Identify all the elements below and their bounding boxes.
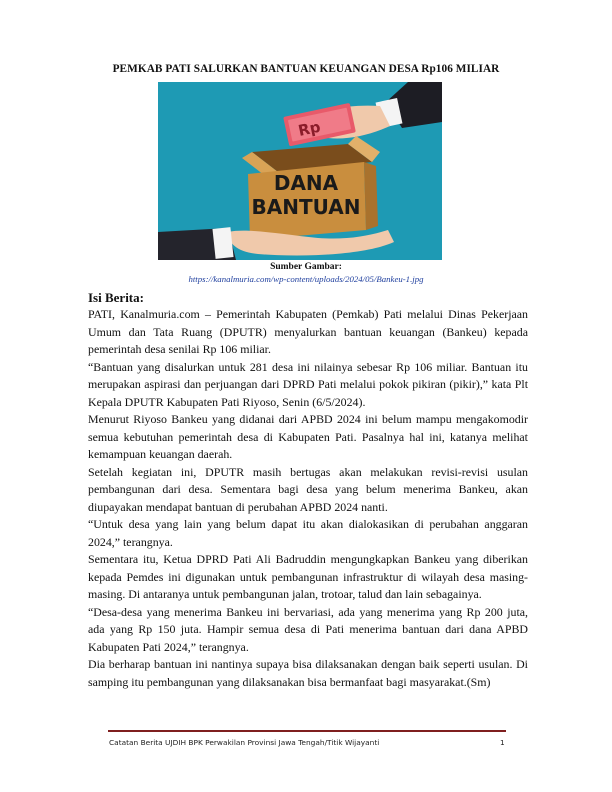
paragraph: PATI, Kanalmuria.com – Pemerintah Kabupaten (Pemkab) Pati melalui Dinas Pekerjaan Umum dan Tata Ruang (DPUTR) menyalurkan bantuan keuangan (Bankeu) kepada pemerintah desa senilai Rp 106 miliar. <box>88 307 528 356</box>
donation-box-illustration <box>158 82 442 260</box>
image-caption-label: Sumber Gambar: <box>270 262 342 272</box>
news-image <box>158 82 442 260</box>
document-title: PEMKAB PATI SALURKAN BANTUAN KEUANGAN DESA Rp106 MILIAR <box>112 63 500 75</box>
footer-divider <box>108 730 506 732</box>
section-heading: Isi Berita: <box>88 290 144 305</box>
paragraph: Sementara itu, Ketua DPRD Pati Ali Badruddin mengungkapkan Bankeu yang diberikan kepada Pemdes ini digunakan untuk pembangunan infrastruktur di wilayah desa masing-masing. Di antaranya untuk pembangunan jalan, trotoar, talud dan lain sebagainya. <box>88 552 528 601</box>
footer-text: Catatan Berita UJDIH BPK Perwakilan Provinsi Jawa Tengah/Titik Wijayanti <box>109 738 380 747</box>
page-number: 1 <box>500 738 505 747</box>
paragraph: Menurut Riyoso Bankeu yang didanai dari APBD 2024 ini belum mampu mengakomodir semua kebutuhan pemerintah desa di Kabupaten Pati. Pasalnya hal ini, katanya melihat kemampuan keuangan daerah. <box>88 412 528 461</box>
money-text: Rp <box>296 117 323 140</box>
box-text-line1: DANA <box>273 171 339 195</box>
paragraph: “Desa-desa yang menerima Bankeu ini bervariasi, ada yang menerima yang Rp 200 juta, ada yang Rp 150 juta. Hampir semua desa di Pati menerima bantuan dari dana APBD Kabupaten Pati 2024,” terangnya. <box>88 604 528 654</box>
paragraph: “Bantuan yang disalurkan untuk 281 desa ini nilainya sebesar Rp 106 miliar. Bantuan itu merupakan aspirasi dan perjuangan dari DPRD Pati melalui pokok pikiran (pikir),” kata Plt Kepala DPUTR Kabupaten Pati Riyoso, Senin (6/5/2024). <box>88 359 528 409</box>
article-body <box>88 306 528 691</box>
box-text-line2: BANTUAN <box>251 195 361 219</box>
paragraph: “Untuk desa yang lain yang belum dapat itu akan dialokasikan di perubahan anggaran 2024,” terangnya. <box>88 517 528 549</box>
paragraph: Setelah kegiatan ini, DPUTR masih bertugas akan melakukan revisi-revisi usulan pembangunan dari desa. Sementara bagi desa yang belum menerima Bankeu, akan diupayakan mendapat bantuan di perubahan APBD 2024 nanti. <box>88 464 528 514</box>
paragraph: Dia berharap bantuan ini nantinya supaya bisa dilaksanakan dengan baik seperti usulan. Di samping itu pembangunan yang dilaksanakan bisa bermanfaat bagi masyarakat.(Sm) <box>88 657 528 689</box>
image-source-link[interactable]: https://kanalmuria.com/wp-content/uploads/2024/05/Bankeu-1.jpg <box>188 274 424 284</box>
